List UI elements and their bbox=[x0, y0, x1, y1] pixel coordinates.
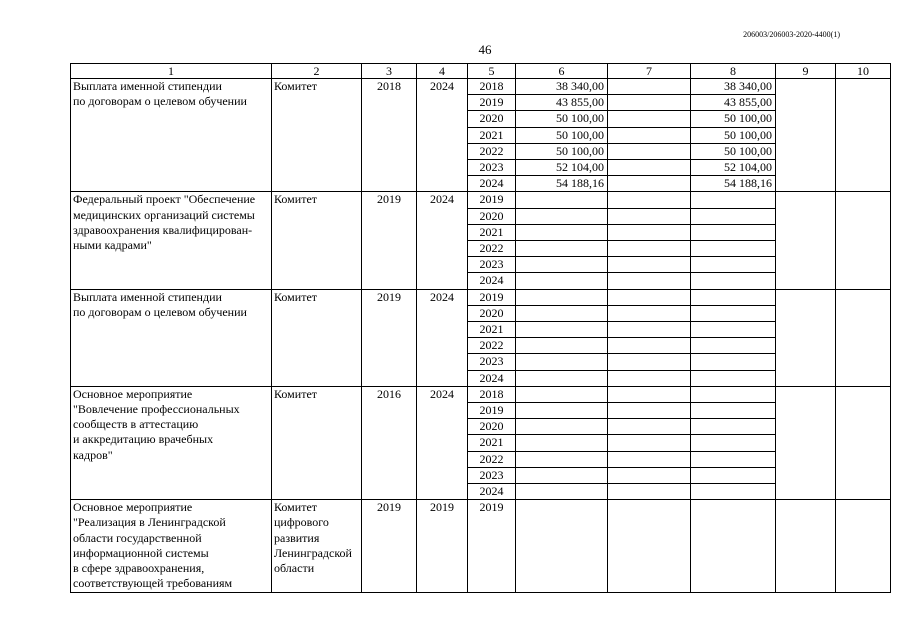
responsible-cell-line: области bbox=[274, 561, 315, 576]
amount-cell-8 bbox=[691, 354, 776, 370]
amount-cell-7 bbox=[608, 370, 691, 386]
col-9-cell bbox=[776, 79, 836, 192]
col-9-cell bbox=[776, 192, 836, 289]
amount-cell-6 bbox=[516, 354, 608, 370]
col-10-cell bbox=[836, 500, 891, 592]
end-year-cell: 2019 bbox=[417, 500, 468, 592]
year-cell: 2022 bbox=[468, 451, 516, 467]
amount-cell-6 bbox=[516, 403, 608, 419]
year-cell: 2024 bbox=[468, 273, 516, 289]
amount-cell-8: 52 104,00 bbox=[691, 160, 776, 176]
measure-name-cell bbox=[71, 386, 272, 499]
measure-name-cell-line: Основное мероприятие bbox=[73, 500, 193, 515]
responsible-cell-line: цифрового bbox=[274, 515, 329, 530]
table-row bbox=[71, 500, 891, 592]
measure-name-cell-line: кадров" bbox=[73, 447, 113, 462]
year-cell: 2023 bbox=[468, 467, 516, 483]
measure-name-cell-line: Выплата именной стипендии bbox=[73, 289, 222, 304]
measure-name-cell-line: в сфере здравоохранения, bbox=[73, 561, 205, 576]
measure-name-cell-line: Выплата именной стипендии bbox=[73, 79, 222, 93]
col-header-6: 6 bbox=[516, 64, 608, 79]
measure-name-cell-line: области государственной bbox=[73, 530, 202, 545]
amount-cell-8 bbox=[691, 273, 776, 289]
col-header-10: 10 bbox=[836, 64, 891, 79]
year-cell: 2018 bbox=[468, 386, 516, 402]
amount-cell-6 bbox=[516, 386, 608, 402]
col-header-3: 3 bbox=[362, 64, 417, 79]
amount-cell-7 bbox=[608, 354, 691, 370]
measure-name-cell-line: и аккредитацию врачебных bbox=[73, 432, 214, 447]
page-number: 46 bbox=[478, 42, 492, 57]
table-body bbox=[71, 64, 891, 593]
responsible-cell-line: Комитет bbox=[274, 79, 318, 93]
amount-cell-7 bbox=[608, 305, 691, 321]
measure-name-cell bbox=[71, 500, 272, 592]
measure-name-cell-line: ными кадрами" bbox=[73, 238, 152, 253]
amount-cell-6 bbox=[516, 467, 608, 483]
amount-cell-7 bbox=[608, 273, 691, 289]
amount-cell-7 bbox=[608, 435, 691, 451]
start-year-cell: 2018 bbox=[362, 79, 417, 192]
amount-cell-6: 38 340,00 bbox=[516, 79, 608, 95]
responsible-cell-line: Комитет bbox=[274, 192, 318, 207]
amount-cell-8: 54 188,16 bbox=[691, 176, 776, 192]
measure-name-cell-line: здравоохранения квалифицирован- bbox=[73, 222, 253, 237]
measure-name-cell-line: соответствующей требованиям bbox=[73, 576, 233, 591]
year-cell: 2023 bbox=[468, 257, 516, 273]
table-row bbox=[71, 192, 891, 208]
measure-name-cell bbox=[71, 289, 272, 386]
amount-cell-7 bbox=[608, 111, 691, 127]
amount-cell-7 bbox=[608, 257, 691, 273]
amount-cell-8 bbox=[691, 435, 776, 451]
measure-name-cell-line: "Вовлечение профессиональных bbox=[73, 402, 240, 417]
year-cell: 2019 bbox=[468, 192, 516, 208]
amount-cell-6 bbox=[516, 257, 608, 273]
amount-cell-8 bbox=[691, 484, 776, 500]
year-cell: 2022 bbox=[468, 143, 516, 159]
col-header-2: 2 bbox=[272, 64, 362, 79]
responsible-cell-line: Комитет bbox=[274, 386, 318, 401]
col-header-7: 7 bbox=[608, 64, 691, 79]
amount-cell-6 bbox=[516, 370, 608, 386]
measure-name-cell bbox=[71, 79, 272, 192]
amount-cell-6 bbox=[516, 451, 608, 467]
col-header-5: 5 bbox=[468, 64, 516, 79]
amount-cell-6: 50 100,00 bbox=[516, 143, 608, 159]
year-cell: 2019 bbox=[468, 403, 516, 419]
amount-cell-6 bbox=[516, 484, 608, 500]
amount-cell-7 bbox=[608, 95, 691, 111]
responsible-cell bbox=[272, 289, 362, 386]
amount-cell-7 bbox=[608, 419, 691, 435]
program-table bbox=[70, 63, 891, 593]
col-10-cell bbox=[836, 386, 891, 499]
amount-cell-8 bbox=[691, 224, 776, 240]
amount-cell-8 bbox=[691, 338, 776, 354]
col-header-9: 9 bbox=[776, 64, 836, 79]
amount-cell-8 bbox=[691, 289, 776, 305]
year-cell: 2019 bbox=[468, 95, 516, 111]
col-9-cell bbox=[776, 386, 836, 499]
amount-cell-6 bbox=[516, 289, 608, 305]
amount-cell-8 bbox=[691, 451, 776, 467]
measure-name-cell-line: "Реализация в Ленинградской bbox=[73, 515, 226, 530]
start-year-cell: 2019 bbox=[362, 192, 417, 289]
responsible-cell-line: Комитет bbox=[274, 500, 318, 515]
amount-cell-7 bbox=[608, 79, 691, 95]
amount-cell-7 bbox=[608, 467, 691, 483]
measure-name-cell-line: сообществ в аттестацию bbox=[73, 417, 199, 432]
amount-cell-7 bbox=[608, 322, 691, 338]
amount-cell-8: 50 100,00 bbox=[691, 143, 776, 159]
year-cell: 2024 bbox=[468, 370, 516, 386]
year-cell: 2020 bbox=[468, 208, 516, 224]
responsible-cell bbox=[272, 192, 362, 289]
amount-cell-6: 50 100,00 bbox=[516, 111, 608, 127]
table-row bbox=[71, 289, 891, 305]
amount-cell-7 bbox=[608, 127, 691, 143]
amount-cell-8 bbox=[691, 257, 776, 273]
amount-cell-6 bbox=[516, 322, 608, 338]
year-cell: 2021 bbox=[468, 224, 516, 240]
year-cell: 2022 bbox=[468, 241, 516, 257]
responsible-cell bbox=[272, 386, 362, 499]
col-header-4: 4 bbox=[417, 64, 468, 79]
year-cell: 2021 bbox=[468, 435, 516, 451]
amount-cell-6: 43 855,00 bbox=[516, 95, 608, 111]
amount-cell-7 bbox=[608, 160, 691, 176]
amount-cell-7 bbox=[608, 451, 691, 467]
header-row bbox=[71, 64, 891, 79]
year-cell: 2021 bbox=[468, 322, 516, 338]
amount-cell-6 bbox=[516, 224, 608, 240]
amount-cell-7 bbox=[608, 386, 691, 402]
amount-cell-6 bbox=[516, 500, 608, 592]
start-year-cell: 2019 bbox=[362, 289, 417, 386]
year-cell: 2020 bbox=[468, 305, 516, 321]
amount-cell-6 bbox=[516, 241, 608, 257]
end-year-cell: 2024 bbox=[417, 79, 468, 192]
year-cell: 2024 bbox=[468, 176, 516, 192]
document-id: 206003/206003-2020-4400(1) bbox=[743, 30, 840, 39]
year-cell: 2022 bbox=[468, 338, 516, 354]
end-year-cell: 2024 bbox=[417, 192, 468, 289]
measure-name-cell-line: медицинских организаций системы bbox=[73, 207, 255, 222]
year-cell: 2020 bbox=[468, 111, 516, 127]
year-cell: 2018 bbox=[468, 79, 516, 95]
amount-cell-6 bbox=[516, 419, 608, 435]
responsible-cell-line: развития bbox=[274, 530, 320, 545]
amount-cell-7 bbox=[608, 192, 691, 208]
table-row bbox=[71, 79, 891, 95]
amount-cell-8: 50 100,00 bbox=[691, 127, 776, 143]
year-cell: 2023 bbox=[468, 160, 516, 176]
responsible-cell bbox=[272, 79, 362, 192]
amount-cell-8 bbox=[691, 467, 776, 483]
measure-name-cell-line: Основное мероприятие bbox=[73, 386, 193, 401]
amount-cell-7 bbox=[608, 241, 691, 257]
end-year-cell: 2024 bbox=[417, 289, 468, 386]
year-cell: 2020 bbox=[468, 419, 516, 435]
amount-cell-6: 52 104,00 bbox=[516, 160, 608, 176]
amount-cell-8 bbox=[691, 386, 776, 402]
amount-cell-8: 50 100,00 bbox=[691, 111, 776, 127]
amount-cell-7 bbox=[608, 143, 691, 159]
amount-cell-8 bbox=[691, 500, 776, 592]
amount-cell-8 bbox=[691, 322, 776, 338]
responsible-cell-line: Ленинградской bbox=[274, 545, 352, 560]
amount-cell-6 bbox=[516, 208, 608, 224]
year-cell: 2023 bbox=[468, 354, 516, 370]
measure-name-cell-line: по договорам о целевом обучении bbox=[73, 304, 247, 319]
amount-cell-7 bbox=[608, 403, 691, 419]
amount-cell-7 bbox=[608, 338, 691, 354]
amount-cell-6 bbox=[516, 305, 608, 321]
start-year-cell: 2019 bbox=[362, 500, 417, 592]
amount-cell-6 bbox=[516, 435, 608, 451]
col-10-cell bbox=[836, 192, 891, 289]
year-cell: 2021 bbox=[468, 127, 516, 143]
amount-cell-8 bbox=[691, 241, 776, 257]
col-9-cell bbox=[776, 289, 836, 386]
col-10-cell bbox=[836, 79, 891, 192]
amount-cell-8 bbox=[691, 192, 776, 208]
col-9-cell bbox=[776, 500, 836, 592]
amount-cell-8: 43 855,00 bbox=[691, 95, 776, 111]
col-header-1: 1 bbox=[71, 64, 272, 79]
measure-name-cell-line: информационной системы bbox=[73, 545, 209, 560]
amount-cell-8: 38 340,00 bbox=[691, 79, 776, 95]
amount-cell-8 bbox=[691, 370, 776, 386]
amount-cell-8 bbox=[691, 208, 776, 224]
measure-name-cell bbox=[71, 192, 272, 289]
amount-cell-7 bbox=[608, 289, 691, 305]
amount-cell-6 bbox=[516, 192, 608, 208]
table-row bbox=[71, 386, 891, 402]
amount-cell-6: 50 100,00 bbox=[516, 127, 608, 143]
col-10-cell bbox=[836, 289, 891, 386]
end-year-cell: 2024 bbox=[417, 386, 468, 499]
amount-cell-7 bbox=[608, 224, 691, 240]
year-cell: 2019 bbox=[468, 289, 516, 305]
measure-name-cell-line: Федеральный проект "Обеспечение bbox=[73, 192, 256, 207]
amount-cell-6: 54 188,16 bbox=[516, 176, 608, 192]
amount-cell-8 bbox=[691, 305, 776, 321]
responsible-cell bbox=[272, 500, 362, 592]
amount-cell-7 bbox=[608, 484, 691, 500]
start-year-cell: 2016 bbox=[362, 386, 417, 499]
amount-cell-7 bbox=[608, 208, 691, 224]
responsible-cell-line: Комитет bbox=[274, 289, 318, 304]
amount-cell-6 bbox=[516, 338, 608, 354]
year-cell: 2024 bbox=[468, 484, 516, 500]
measure-name-cell-line: по договорам о целевом обучении bbox=[73, 94, 247, 109]
amount-cell-8 bbox=[691, 403, 776, 419]
amount-cell-7 bbox=[608, 176, 691, 192]
amount-cell-6 bbox=[516, 273, 608, 289]
amount-cell-7 bbox=[608, 500, 691, 592]
amount-cell-8 bbox=[691, 419, 776, 435]
col-header-8: 8 bbox=[691, 64, 776, 79]
year-cell: 2019 bbox=[468, 500, 516, 592]
